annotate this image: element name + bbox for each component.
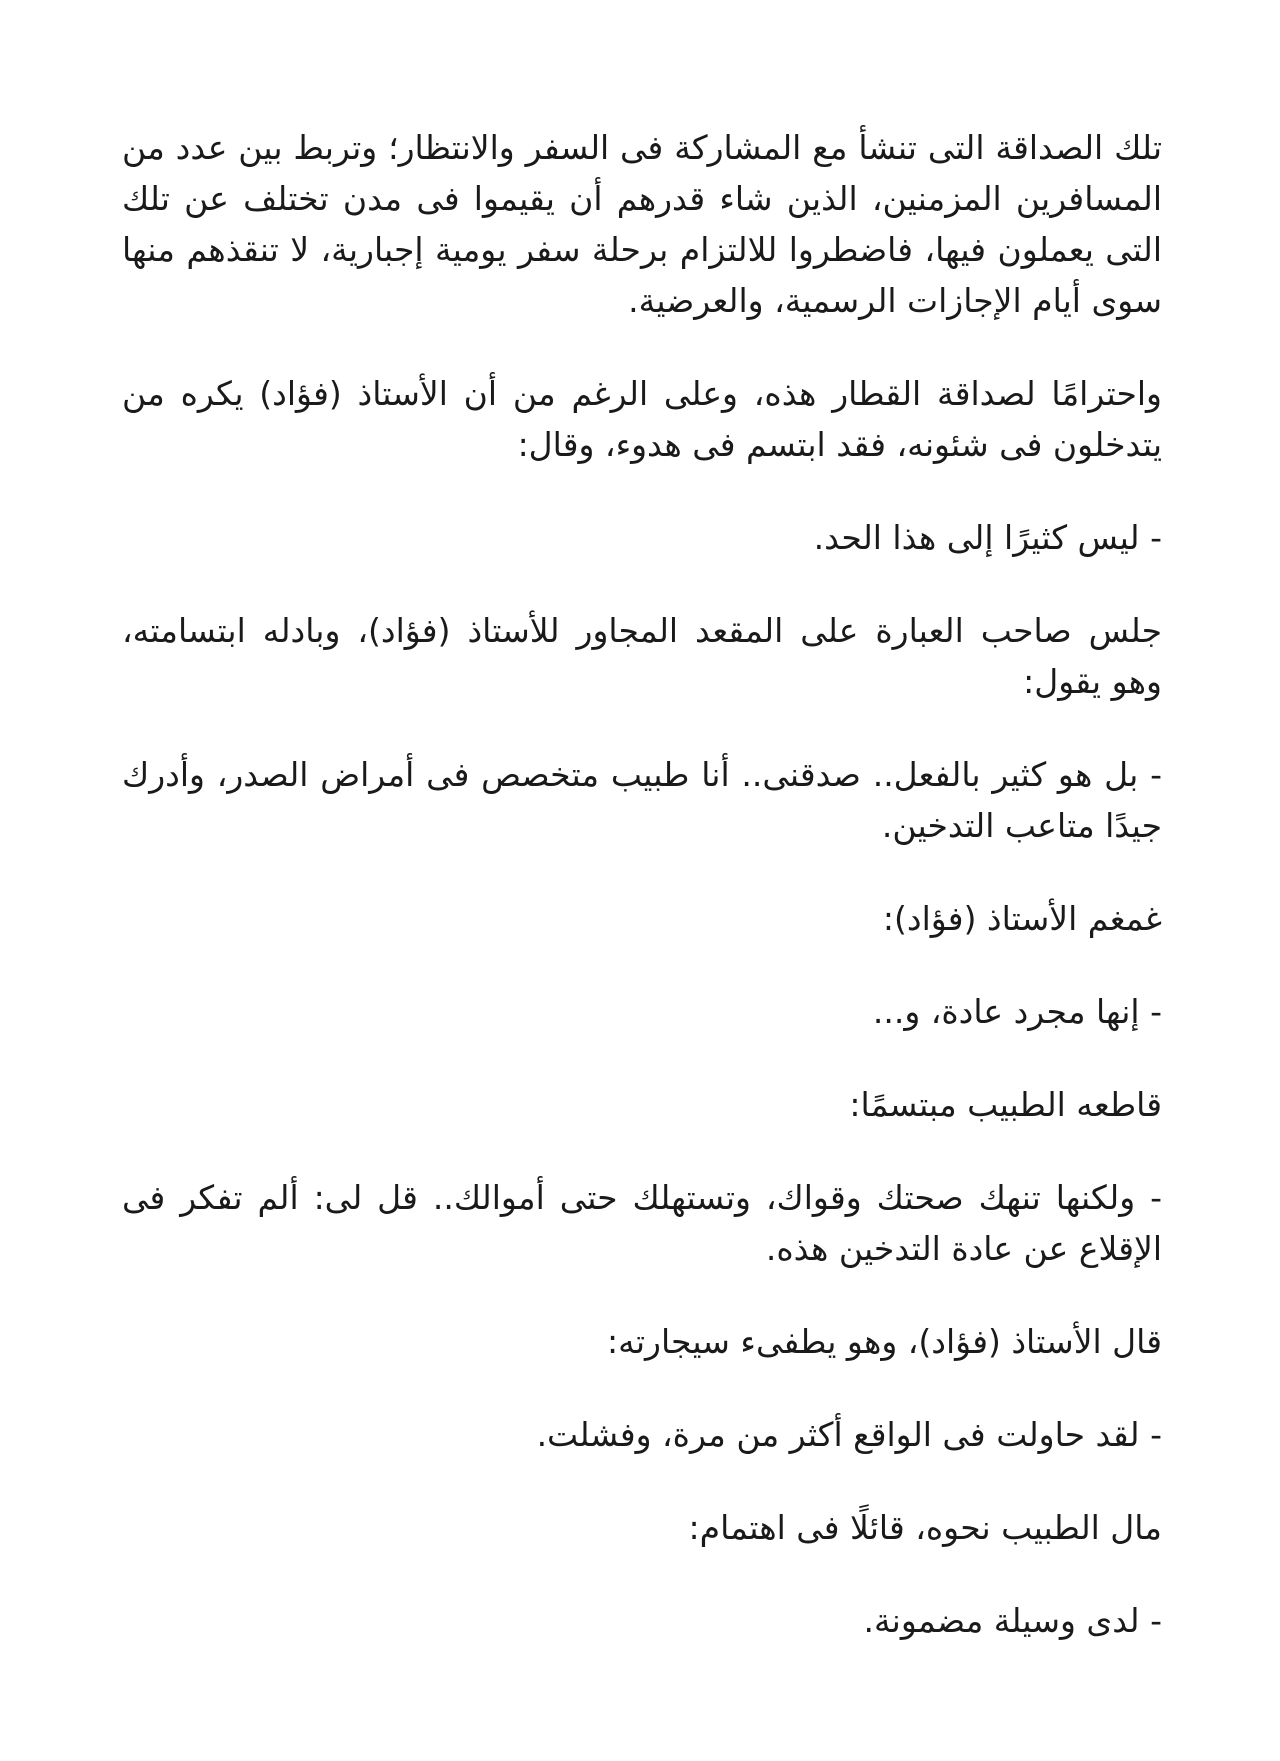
- paragraph-4: جلس صاحب العبارة على المقعد المجاور للأستاذ (فؤاد)، وبادله ابتسامته، وهو يقول:: [122, 611, 1162, 701]
- paragraph-10: قال الأستاذ (فؤاد)، وهو يطفىء سيجارته:: [607, 1322, 1162, 1361]
- paragraph-7: - إنها مجرد عادة، و...: [872, 992, 1162, 1031]
- paragraph-11: - لقد حاولت فى الواقع أكثر من مرة، وفشلت.: [536, 1415, 1162, 1454]
- paragraph-2: واحترامًا لصداقة القطار هذه، وعلى الرغم من أن الأستاذ (فؤاد) يكره من يتدخلون فى شئونه، فقد ابتسم فى هدوء، وقال:: [122, 374, 1162, 464]
- paragraph-13: - لدى وسيلة مضمونة.: [863, 1601, 1162, 1640]
- paragraph-6: غمغم الأستاذ (فؤاد):: [882, 899, 1162, 938]
- paragraph-9: - ولكنها تنهك صحتك وقواك، وتستهلك حتى أموالك.. قل لى: ألم تفكر فى الإقلاع عن عادة التدخين هذه.: [122, 1178, 1162, 1268]
- paragraph-12: مال الطبيب نحوه، قائلًا فى اهتمام:: [688, 1508, 1162, 1547]
- paragraph-1: تلك الصداقة التى تنشأ مع المشاركة فى السفر والانتظار؛ وتربط بين عدد من المسافرين المزمنين، الذين شاء قدرهم أن يقيموا فى مدن تختلف عن تلك التى يعملون فيها، فاضطروا للالتزام برحلة سفر يومية إجبارية، لا تنقذهم منها سوى أيام الإجازات الرسمية، والعرضية.: [122, 128, 1162, 320]
- page-body: [122, 122, 1162, 1688]
- paragraph-3: - ليس كثيرًا إلى هذا الحد.: [813, 518, 1162, 557]
- paragraph-8: قاطعه الطبيب مبتسمًا:: [849, 1085, 1162, 1124]
- paragraph-5: - بل هو كثير بالفعل.. صدقنى.. أنا طبيب متخصص فى أمراض الصدر، وأدرك جيدًا متاعب التدخين.: [122, 755, 1162, 845]
